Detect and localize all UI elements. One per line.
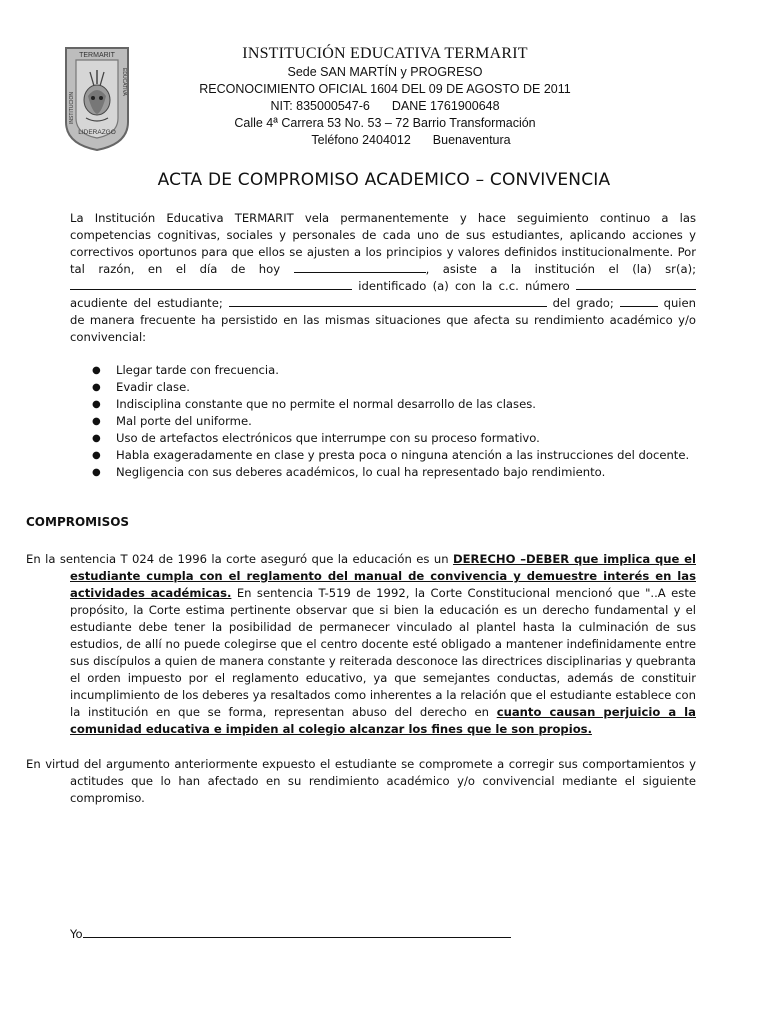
student-name-blank[interactable] [229,295,547,307]
intro-part-e: del grado; [552,296,614,310]
document-title: ACTA DE COMPROMISO ACADEMICO – CONVIVENCIA [157,170,611,190]
bullet-icon: ● [92,433,101,444]
grade-blank[interactable] [620,295,658,307]
nit-dane-line [150,98,620,115]
campus-line: Sede SAN MARTÍN y PROGRESO [287,65,483,79]
bullet-icon: ● [92,416,101,427]
signature-label: Yo [70,927,83,941]
list-item: ● Mal porte del uniforme. [92,414,252,428]
guardian-name-blank[interactable] [70,278,352,290]
signature-line [70,926,511,943]
behaviors-list [70,362,696,481]
list-item: ● Indisciplina constante que no permite el normal desarrollo de las clases. [92,397,536,411]
list-item: ● Negligencia con sus deberes académicos, lo cual ha representado bajo rendimiento. [92,465,606,479]
intro-part-d: acudiente del estudiante; [70,296,223,310]
recognition-line: RECONOCIMIENTO OFICIAL 1604 DEL 09 DE AGOSTO DE 2011 [199,82,571,96]
logo-top-text: TERMARIT [79,52,115,59]
phone: Teléfono 2404012 [311,133,411,147]
bullet-icon: ● [92,467,101,478]
list-item: ● Llegar tarde con frecuencia. [92,363,279,377]
commitment-paragraph: En virtud del argumento anteriormente expuesto el estudiante se compromete a corregir sus comportamientos y actitudes que lo han afectado en su rendimiento académico y/o convivencial mediante el siguiente compromiso. [26,757,696,805]
institution-name: INSTITUCIÓN EDUCATIVA TERMARIT [242,45,528,62]
bullet-icon: ● [92,399,101,410]
bullet-icon: ● [92,382,101,393]
id-number-blank[interactable] [576,278,696,290]
signature-blank[interactable] [83,926,511,938]
intro-part-c: identificado (a) con la c.c. número [358,279,570,293]
address-line: Calle 4ª Carrera 53 No. 53 – 72 Barrio Transformación [234,116,536,130]
dane: DANE 1761900648 [391,99,500,113]
emphasis-harm: cuanto causan perjuicio a la comunidad educativa e impiden al colegio alcanzar los fines que le son propios. [70,705,696,736]
phone-line [150,132,620,149]
bullet-icon: ● [92,450,101,461]
date-blank[interactable] [294,261,426,273]
intro-part-a: Por tal razón, en el día de hoy [70,245,697,276]
intro-part-b: , asiste a la institución el (la) sr(a); [425,262,696,276]
intro-paragraph [70,210,696,346]
city: Buenaventura [432,133,511,147]
nit: NIT: 835000547-6 [270,99,370,113]
institution-header [150,44,620,149]
school-crest-icon [62,44,132,152]
bullet-icon: ● [92,365,101,376]
intro-sentence: La Institución Educativa TERMARIT vela permanentemente y hace seguimiento continuo a las competencias cognitivas, sociales y personales de cada uno de sus estudiantes, aplicando acciones y correctivos oportunos para que ellos se ajusten a los principios y valores definidos institucionalmente. [70,211,696,259]
logo-right-text: EDUCATIVA [121,68,127,96]
logo-left-text: INSTITUCION [69,92,75,124]
list-item: ● Evadir clase. [92,380,190,394]
list-item: ● Uso de artefactos electrónicos que interrumpe con su proceso formativo. [92,431,540,445]
logo-bottom-text: LIDERAZGO [78,129,116,136]
section-title-compromisos: COMPROMISOS [26,515,130,529]
legal-paragraph: En la sentencia T 024 de 1996 la corte aseguró que la educación es un DERECHO –DEBER que implica que el estudiante cumpla con el reglamento del manual de convivencia y demuestre interés en las actividades académicas. En sentencia T-519 de 1992, la Corte Constitucional mencionó que "..A este propósito, la Corte estima pertinente observar que si bien la educación es un derecho fundamental y el estudiante debe tener la posibilidad de permanecer vinculado al plantel hasta la culminación de sus estudios, de allí no puede colegirse que el centro docente esté obligado a mantener indefinidamente entre sus discípulos a quien de manera constante y reiterada desconoce las directrices disciplinarias y quebranta el orden impuesto por el reglamento educativo, ya que semejantes conductas, además de constituir incumplimiento de los deberes ya resaltados como inherentes a la relación que el estudiante establece con la institución en que se forma, representan abuso del derecho en cuanto causan perjuicio a la comunidad educativa e impiden al colegio alcanzar los fines que le son propios. [26,552,696,736]
list-item: ● Habla exageradamente en clase y presta poca o ninguna atención a las instrucciones del docente. [92,448,690,462]
emphasis-right-duty: DERECHO –DEBER que implica que el estudiante cumpla con el reglamento del manual de convivencia y demuestre interés en las actividades académicas. [70,552,696,600]
intro-part-f: quien de manera frecuente ha persistido en las mismas situaciones que afecta su rendimiento académico y/o convivencial: [70,296,697,344]
